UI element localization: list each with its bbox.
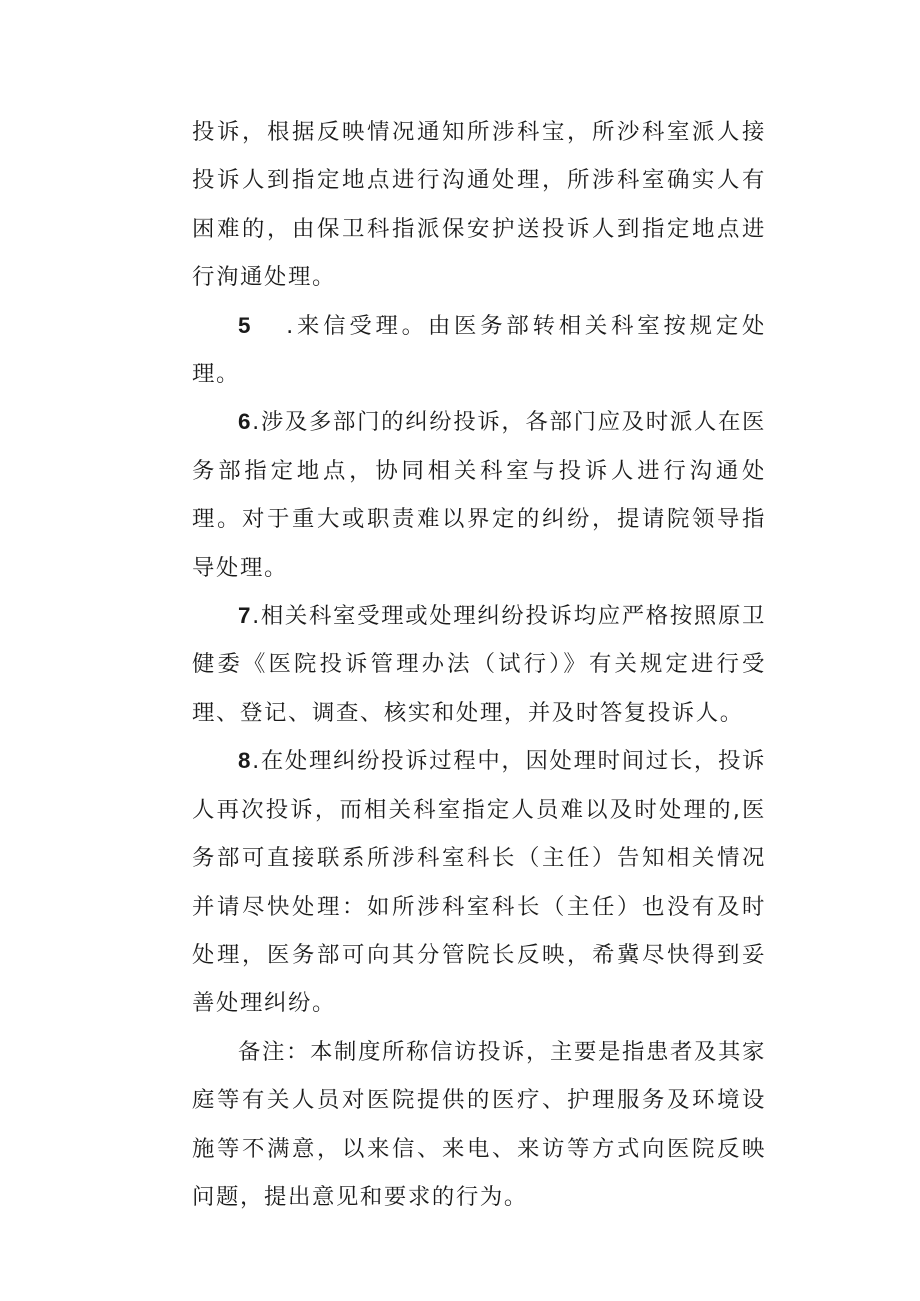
paragraph-continued xyxy=(192,108,766,302)
paragraph-text: .在处理纠纷投诉过程中，因处理时间过长，投诉人再次投诉，而相关科室指定人员难以及时处理的,医务部可直接联系所涉科室科长（主任）告知相关情况并请尽快处理：如所涉科室科长（主任）也没有及时处理，医务部可向其分管院长反映，希冀尽快得到妥善处理纠纷。 xyxy=(192,748,766,1017)
paragraph-text: .来信受理。由医务部转相关科室按规定处理。 xyxy=(192,312,766,388)
item-number: 6 xyxy=(238,409,253,435)
paragraph-item-6 xyxy=(192,398,766,592)
paragraph-text: .相关科室受理或处理纠纷投诉均应严格按照原卫健委《医院投诉管理办法（试行）》有关规定进行受理、登记、调查、核实和处理，并及时答复投诉人。 xyxy=(192,603,766,726)
item-number: 8 xyxy=(238,748,253,774)
paragraph-item-7 xyxy=(192,592,766,737)
paragraph-item-5 xyxy=(192,302,766,399)
item-number: 5 xyxy=(238,312,253,338)
paragraph-text: .涉及多部门的纠纷投诉，各部门应及时派人在医务部指定地点，协同相关科室与投诉人进行沟通处理。对于重大或职责难以界定的纠纷，提请院领导指导处理。 xyxy=(192,409,766,581)
paragraph-item-8 xyxy=(192,737,766,1027)
item-number: 7 xyxy=(238,603,253,629)
document-body xyxy=(192,108,766,1221)
paragraph-note xyxy=(192,1028,766,1222)
paragraph-text: 投诉，根据反映情况通知所涉科宝，所沙科室派人接投诉人到指定地点进行沟通处理，所涉科室确实人有困难的，由保卫科指派保安护送投诉人到指定地点进行洵通处理。 xyxy=(192,119,766,291)
paragraph-text: 备注：本制度所称信访投诉，主要是指患者及其家庭等有关人员对医院提供的医疗、护理服务及环境设施等不满意，以来信、来电、来访等方式向医院反映问题，提出意见和要求的行为。 xyxy=(192,1038,766,1210)
